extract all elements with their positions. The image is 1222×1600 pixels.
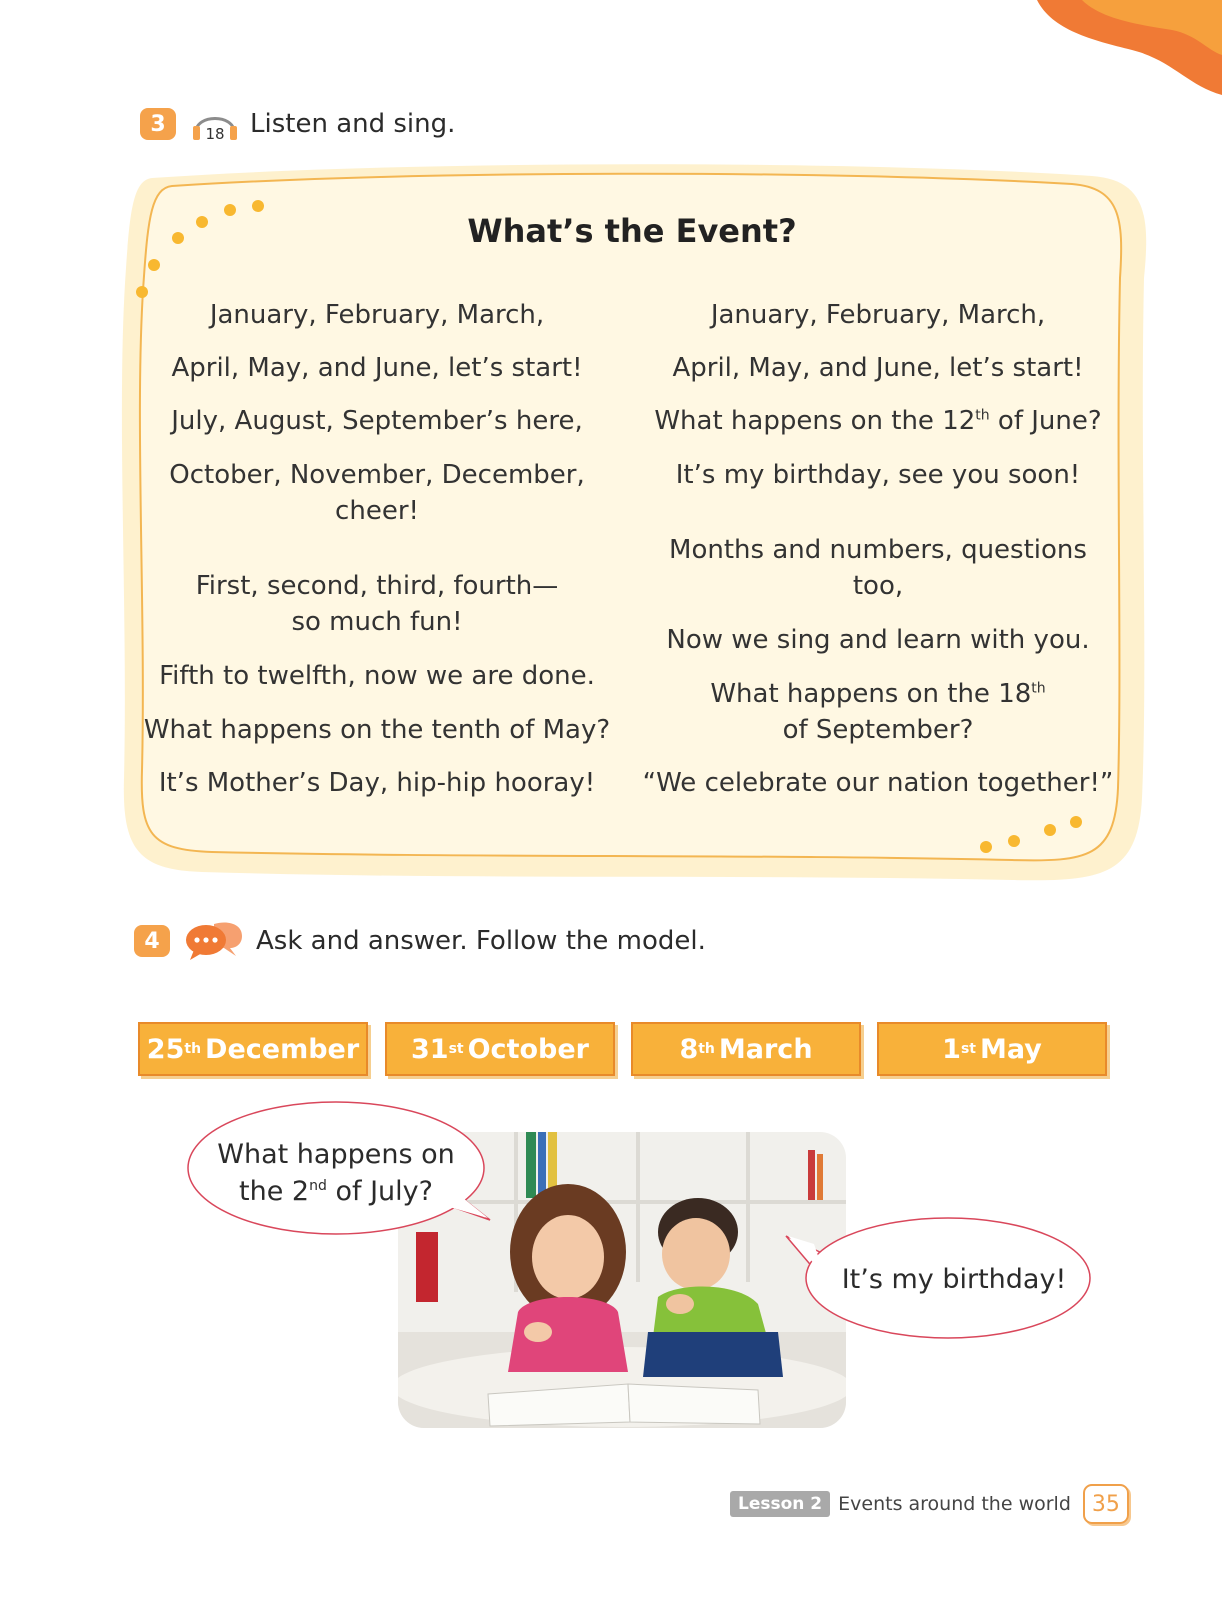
page-footer bbox=[730, 1484, 1129, 1524]
exercise-4-header bbox=[134, 920, 706, 962]
question-line: What happens on bbox=[217, 1139, 455, 1170]
question-line: the 2nd of July? bbox=[239, 1176, 433, 1207]
audio-track-button[interactable] bbox=[190, 104, 240, 144]
speech-icon bbox=[184, 920, 246, 962]
lyric-line: What happens on the 12th of June? bbox=[654, 406, 1102, 436]
lyric-line: It’s Mother’s Day, hip-hip hooray! bbox=[158, 768, 596, 798]
track-number: 18 bbox=[205, 125, 225, 143]
lyric-line: Now we sing and learn with you. bbox=[666, 625, 1090, 655]
exercise-number: 3 bbox=[140, 108, 176, 140]
lyric-line: Fifth to twelfth, now we are done. bbox=[159, 661, 595, 691]
exercise-4-instruction: Ask and answer. Follow the model. bbox=[256, 926, 706, 956]
corner-decoration bbox=[1022, 0, 1222, 110]
lyric-line: cheer! bbox=[335, 496, 419, 526]
date-tab: 8 th March bbox=[631, 1022, 861, 1076]
lyric-line: too, bbox=[852, 571, 904, 601]
lyric-line: Months and numbers, questions bbox=[669, 535, 1087, 565]
date-tab: 1 st May bbox=[877, 1022, 1107, 1076]
exercise-3-instruction: Listen and sing. bbox=[250, 109, 456, 139]
lyric-line: July, August, September’s here, bbox=[171, 406, 583, 436]
page-number: 35 bbox=[1083, 1484, 1129, 1524]
lyric-line: “We celebrate our nation together!” bbox=[642, 768, 1114, 798]
headphones-icon bbox=[190, 104, 240, 144]
lyric-line: so much fun! bbox=[291, 607, 463, 637]
lyric-line: of September? bbox=[782, 715, 974, 745]
lyric-line: October, November, December, bbox=[169, 460, 585, 490]
date-tab: 25 th December bbox=[138, 1022, 368, 1076]
lesson-title: Events around the world bbox=[838, 1493, 1071, 1515]
lyric-line: January, February, March, bbox=[209, 300, 545, 330]
lyric-line: It’s my birthday, see you soon! bbox=[675, 460, 1081, 490]
exercise-number: 4 bbox=[134, 925, 170, 957]
lesson-badge: Lesson 2 bbox=[730, 1491, 830, 1517]
lyric-line: April, May, and June, let’s start! bbox=[672, 353, 1084, 383]
lyric-line: January, February, March, bbox=[710, 300, 1046, 330]
question-text bbox=[196, 1136, 476, 1210]
answer-text: It’s my birthday! bbox=[841, 1264, 1067, 1295]
song-title: What’s the Event? bbox=[467, 212, 797, 250]
date-tab: 31 st October bbox=[385, 1022, 615, 1076]
lyric-line: First, second, third, fourth— bbox=[195, 571, 559, 601]
lyric-line: April, May, and June, let’s start! bbox=[171, 353, 583, 383]
exercise-3-header bbox=[140, 104, 455, 144]
lyric-line: What happens on the tenth of May? bbox=[143, 715, 611, 745]
song-lyrics-box bbox=[112, 158, 1152, 894]
lyric-line: What happens on the 18th bbox=[710, 679, 1046, 709]
